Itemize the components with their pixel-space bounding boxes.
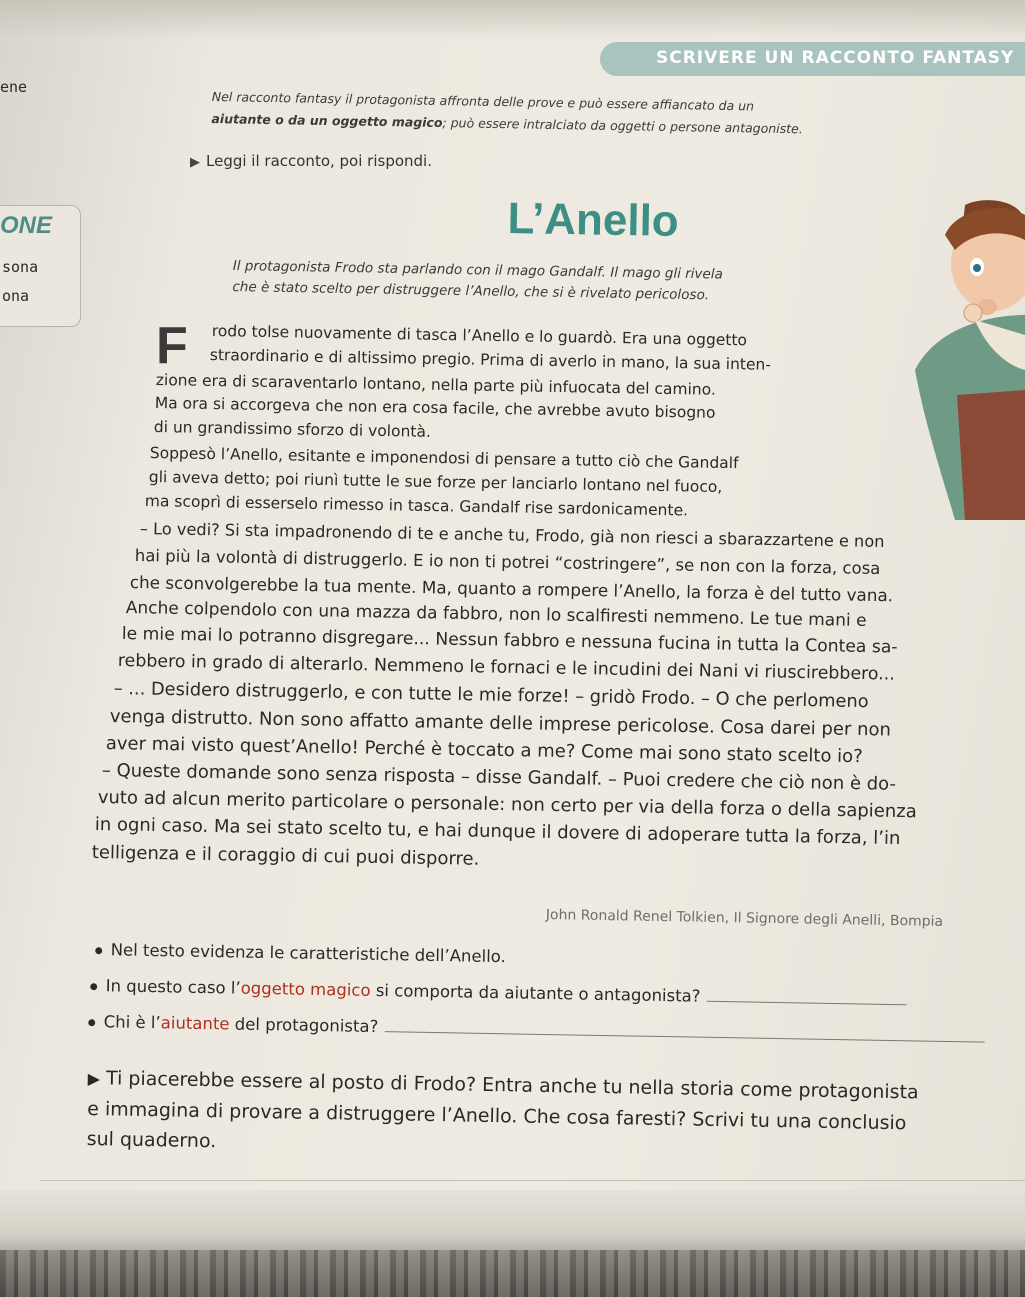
bullet-icon: ● (94, 945, 103, 956)
section-intro-bold: aiutante o da un oggetto magico (211, 110, 443, 131)
story-line: le mie mai lo potranno disgregare... Nessun fabbro e nessuna fucina in tutta la Contea sa- (121, 624, 898, 658)
reading-instruction-text: Leggi il racconto, poi rispondi. (206, 152, 432, 170)
left-page-fragment-b: ona (2, 287, 30, 305)
story-line: hai più la volontà di distruggerlo. E io non ti potrei “costringere”, se non con la forza, cosa (134, 546, 881, 579)
answer-line-2[interactable] (706, 1001, 906, 1005)
story-line: aver mai visto quest’Anello! Perché è toccato a me? Come mai sono stato scelto io? (105, 733, 863, 768)
triangle-bullet-icon: ▶ (87, 1068, 101, 1089)
story-title: L’Anello (507, 194, 680, 246)
story-line: vuto ad alcun merito particolare o personale: non certo per via della forza o della sapienza (97, 787, 917, 823)
story-line: venga distrutto. Non sono affatto amante delle imprese pericolose. Cosa darei per non (109, 706, 892, 741)
left-page-fragment-a: sona (2, 258, 39, 276)
story-line: Ma ora si accorgeva che non era cosa facile, che avrebbe avuto bisogno (154, 394, 716, 422)
section-intro-line1: Nel racconto fantasy il protagonista affronta delle prove e può essere affiancato da un (211, 88, 755, 114)
story-line: Anche colpendolo con una mazza da fabbro, non lo scalfiresti nemmeno. Le tue mani e (125, 598, 867, 631)
question-2-pre: In questo caso l’ (105, 976, 241, 998)
story-line: telligenza e il coraggio di cui puoi disporre. (91, 842, 480, 870)
story-intro-line1: Il protagonista Frodo sta parlando con il mago Gandalf. Il mago gli rivela (232, 257, 723, 283)
bullet-icon: ● (87, 1017, 96, 1028)
story-line: gli aveva detto; poi riunì tutte le sue forze per lanciarlo lontano nel fuoco, (148, 468, 723, 497)
writing-prompt-line2: e immagina di provare a distruggere l’Anello. Che cosa faresti? Scrivi tu una conclusio (87, 1097, 907, 1135)
story-line: rebbero in grado di alterarlo. Nemmeno le fornaci e le incudini dei Nani vi riuscirebbero... (117, 651, 895, 685)
story-line: – Lo vedi? Si sta impadronendo di te e anche tu, Frodo, già non riesci a sbarazzartene e non (139, 519, 885, 551)
story-line: Soppesò l’Anello, esitante e imponendosi di pensare a tutto ciò che Gandalf (149, 444, 739, 473)
section-banner-title: SCRIVERE UN RACCONTO FANTASY (656, 48, 1015, 68)
writing-prompt-line3: sul quaderno. (86, 1127, 217, 1153)
story-line: che sconvolgerebbe la tua mente. Ma, quanto a rompere l’Anello, la forza è del tutto vana. (129, 572, 894, 606)
left-page-fragment-heading: ONE (0, 212, 53, 239)
story-citation: John Ronald Renel Tolkien, Il Signore degli Anelli, Bompia (545, 907, 944, 930)
left-page-fragment-top: ene (0, 78, 28, 96)
question-2-post: si comporta da aiutante o antagonista? (370, 980, 701, 1006)
story-line: straordinario e di altissimo pregio. Prima di averlo in mano, la sua inten- (209, 346, 772, 374)
triangle-bullet-icon: ▶ (190, 155, 200, 170)
question-2-keyword: oggetto magico (240, 978, 371, 1000)
page-stack-edges (0, 1250, 1025, 1297)
section-intro-rest: ; può essere intralciato da oggetti o persone antagoniste. (442, 115, 803, 137)
bullet-icon: ● (89, 981, 98, 992)
question-1-text: Nel testo evidenza le caratteristiche dell’Anello. (110, 940, 506, 967)
writing-prompt (86, 1063, 1025, 1170)
story-line: ma scoprì di esserselo rimesso in tasca. Gandalf rise sardonicamente. (144, 492, 689, 520)
page-bottom-rule (40, 1180, 1025, 1181)
question-3-pre: Chi è l’ (103, 1012, 161, 1033)
writing-prompt-line1-text: Ti piacerebbe essere al posto di Frodo? Entra anche tu nella storia come protagonista (105, 1067, 919, 1104)
story-line: in ogni caso. Ma sei stato scelto tu, e hai dunque il dovere di adoperare tutta la forza, l’in (94, 814, 901, 850)
story-line: di un grandissimo sforzo di volontà. (153, 418, 432, 441)
question-3-keyword: aiutante (160, 1013, 230, 1034)
story-dropcap: F (156, 317, 188, 375)
story-intro-line2: che è stato scelto per distruggere l’Anello, che si è rivelato pericoloso. (232, 278, 710, 304)
story-line: – Queste domande sono senza risposta – disse Gandalf. – Puoi credere che ciò non è do- (101, 760, 897, 795)
question-3-post: del protagonista? (229, 1014, 379, 1037)
story-line: zione era di scaraventarlo lontano, nella parte più infuocata del camino. (155, 371, 717, 399)
story-line: rodo tolse nuovamente di tasca l’Anello e lo guardò. Era una oggetto (211, 322, 748, 350)
story-line: – ... Desidero distruggerlo, e con tutte le mie forze! – gridò Frodo. – O che perlomeno (113, 678, 869, 713)
